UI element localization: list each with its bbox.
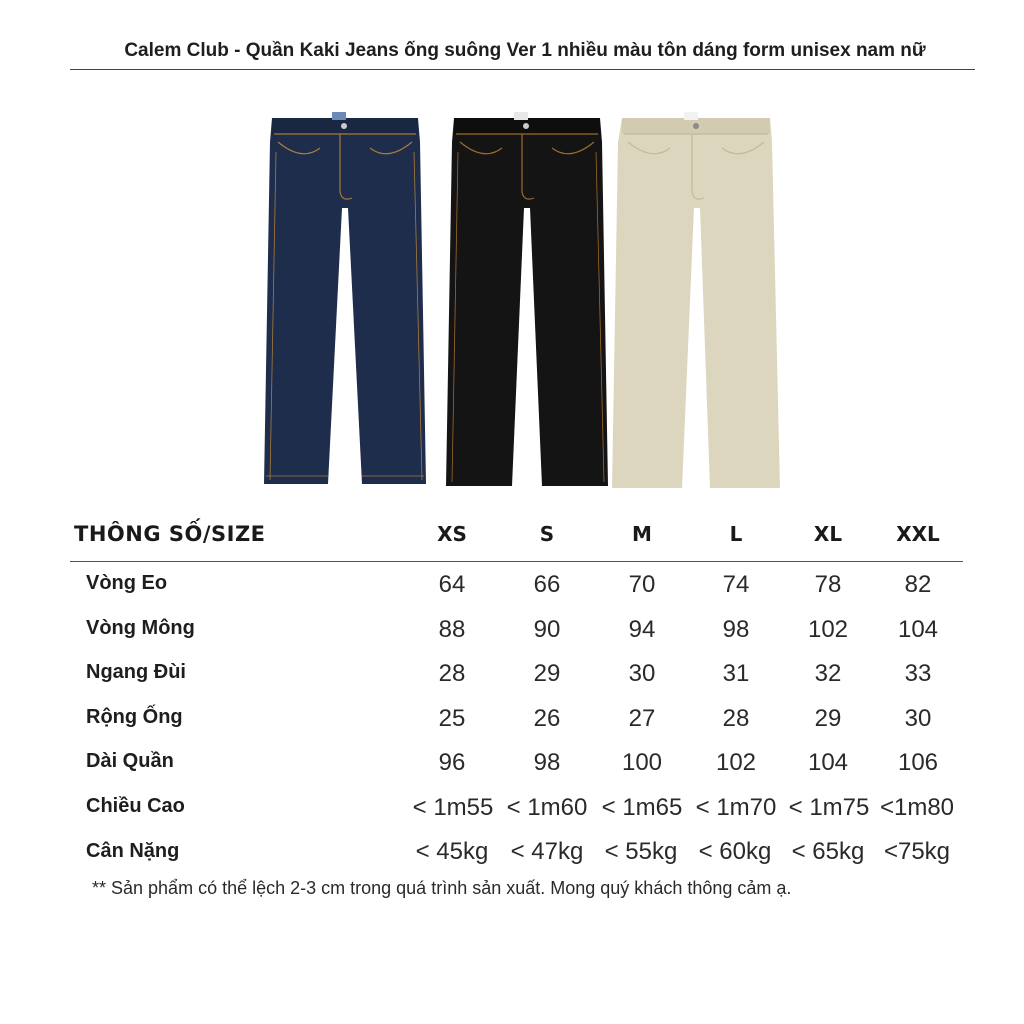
table-cell: 98 [722,616,750,643]
table-cell: 30 [904,705,932,732]
table-cell: 90 [533,616,561,643]
page-title: Calem Club - Quần Kaki Jeans ống suông Ver 1 nhiều màu tôn dáng form unisex nam nữ [124,40,926,61]
row-label-length: Dài Quần [86,750,174,772]
row-label-hip: Vòng Mông [86,617,195,639]
jeans-black-image [444,112,610,492]
table-cell: 28 [722,705,750,732]
table-cell: 27 [628,705,656,732]
table-cell: 96 [438,749,466,776]
row-label-leg-opening: Rộng Ống [86,706,183,728]
table-cell: < 45kg [415,838,489,865]
table-cell: 70 [628,571,656,598]
table-cell: < 55kg [604,838,678,865]
table-cell: 30 [628,660,656,687]
table-cell: < 1m65 [601,794,683,821]
table-cell: 26 [533,705,561,732]
table-cell: 102 [715,749,757,776]
table-cell: < 1m75 [788,794,870,821]
table-cell: 28 [438,660,466,687]
table-cell: 104 [897,616,939,643]
table-cell: 64 [438,571,466,598]
table-cell: 32 [814,660,842,687]
table-cell: < 65kg [791,838,865,865]
row-label-waist: Vòng Eo [86,572,168,594]
table-cell: 74 [722,571,750,598]
table-cell: 104 [807,749,849,776]
jeans-navy-image [262,112,428,492]
title-divider [70,69,975,70]
row-label-weight: Cân Nặng [86,840,180,862]
table-cell: < 47kg [510,838,584,865]
size-header-label: THÔNG SỐ/SIZE [74,522,266,546]
size-header-m: M [632,522,652,546]
table-cell: 33 [904,660,932,687]
jeans-beige-image [610,112,786,492]
header-divider [70,561,963,562]
table-cell: 66 [533,571,561,598]
table-cell: 100 [621,749,663,776]
table-cell: 29 [533,660,561,687]
table-cell: 98 [533,749,561,776]
table-cell: < 1m70 [695,794,777,821]
size-header-xxl: XXL [896,522,940,546]
row-label-height: Chiều Cao [86,795,185,817]
table-cell: 29 [814,705,842,732]
table-cell: <75kg [883,838,951,865]
table-cell: < 60kg [698,838,772,865]
production-note: ** Sản phẩm có thể lệch 2-3 cm trong quá trình sản xuất. Mong quý khách thông cảm ạ. [92,878,792,898]
table-cell: 31 [722,660,750,687]
table-cell: 106 [897,749,939,776]
table-cell: < 1m55 [412,794,494,821]
table-cell: 25 [438,705,466,732]
row-label-thigh: Ngang Đùi [86,661,186,683]
table-cell: 102 [807,616,849,643]
table-cell: 88 [438,616,466,643]
size-header-xs: XS [437,522,467,546]
table-cell: <1m80 [879,794,955,821]
table-cell: < 1m60 [506,794,588,821]
size-header-xl: XL [813,522,843,546]
size-header-l: L [729,522,743,546]
table-cell: 78 [814,571,842,598]
table-cell: 94 [628,616,656,643]
table-cell: 82 [904,571,932,598]
size-header-s: S [539,522,555,546]
